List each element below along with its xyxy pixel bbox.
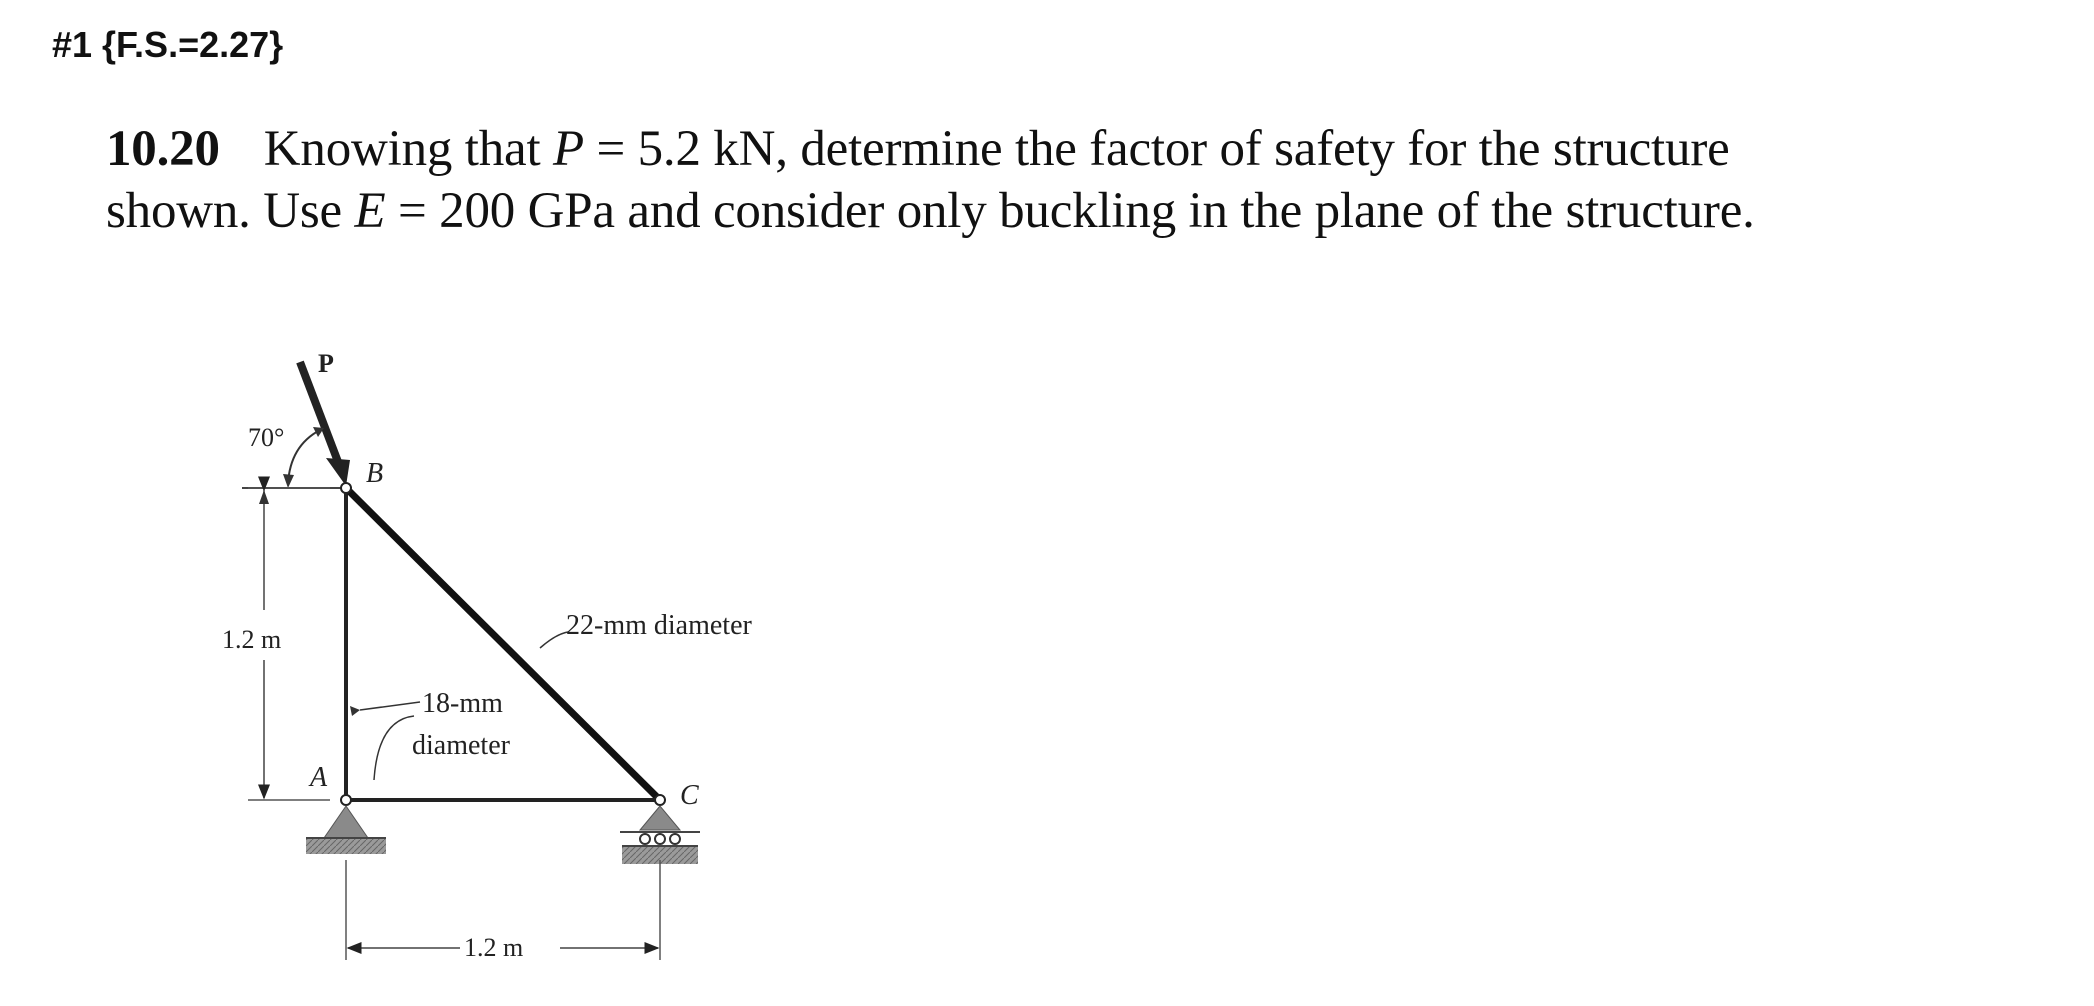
pin-a (341, 795, 351, 805)
pin-support-a (306, 806, 386, 854)
point-label-b: B (366, 458, 384, 489)
problem-text-1a: Knowing that (263, 121, 553, 177)
roller-support-c (620, 806, 700, 864)
angle-arrowhead-lower (283, 474, 294, 488)
pin-b (341, 483, 351, 493)
angle-label: 70° (248, 423, 285, 452)
member-ac-leader-arrow (350, 706, 360, 716)
member-ac-leader-top (360, 702, 420, 710)
width-dimension-label: 1.2 m (464, 933, 524, 962)
pin-c (655, 795, 665, 805)
load-label-p: P (318, 349, 334, 378)
problem-text-1b: = 5.2 kN, determine the factor of safety for the structure (583, 121, 1730, 177)
problem-text-2b: = 200 GPa and consider only buckling in the plane of the structure. (385, 183, 1755, 239)
member-ac-label-1: 18-mm (422, 688, 503, 719)
member-bc-leader (540, 632, 568, 648)
height-dimension-label: 1.2 m (222, 625, 282, 654)
member-ac-leader-curve (374, 716, 414, 780)
member-ac-label-2: diameter (412, 730, 510, 761)
point-label-c: C (680, 780, 699, 811)
problem-number: 10.20 (106, 121, 220, 177)
variable-e: E (354, 183, 386, 239)
member-bc-label: 22-mm diameter (566, 610, 752, 641)
problem-text-2a: shown. Use (106, 183, 355, 239)
answer-header: #1 {F.S.=2.27} (52, 24, 284, 65)
load-arrow-p (300, 362, 350, 486)
variable-p: P (552, 121, 584, 177)
point-label-a: A (310, 762, 328, 793)
